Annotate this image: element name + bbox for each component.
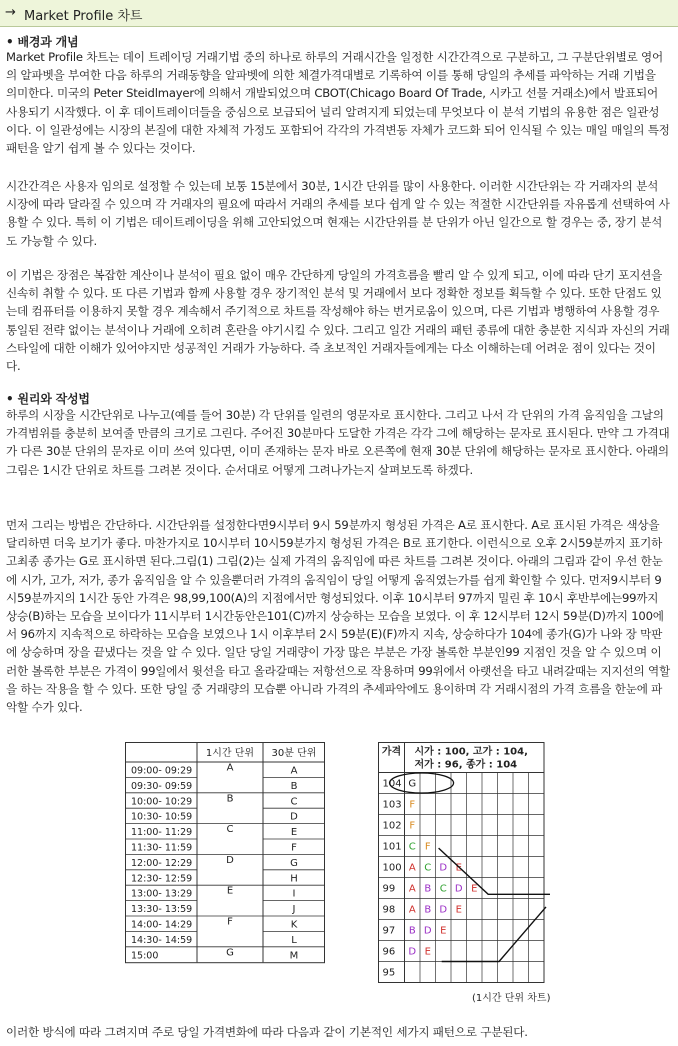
price-label: 99 — [382, 883, 396, 895]
table-cell-half: I — [292, 888, 296, 900]
profile-letter: D — [454, 883, 463, 895]
page-header — [0, 0, 678, 27]
profile-letter: G — [408, 778, 417, 790]
table-cell-half: J — [292, 904, 296, 916]
table-cell-half: D — [290, 811, 298, 823]
table-cell-half: E — [290, 827, 298, 839]
paragraph-principle-1: 하루의 시장을 시간단위로 나누고(예를 들어 30분) 각 단위를 일련의 영문자로 표시한다. 그리고 나서 각 단위의 가격 움직임을 그날의 가격범위를 충분히 보여줄 만큼의 크기로 그린다. 주어진 30분마다 도달한 가격은 각각 그에 해당하는 문자로 표시된다. 만약 그 가격대가 다른 30분 단위의 문자로 이미 쓰여 있다면, 이미 존재하는 문자 바로 오른쪽에 현재 30분 단위에 해당하는 문자로 표시한다. 아래의 그림은 1시간 단위로 차트를 그려본 것이다. 순서대로 어떻게 그려나가는지 살펴보도록 하겠다. — [6, 408, 670, 477]
paragraph-background-2: 시간간격은 사용자 임의로 설정할 수 있는데 보통 15분에서 30분, 1시간 단위를 많이 사용한다. 이러한 시간단위는 각 거래자의 분석 시장에 따라 달라질 수 있으며 각 거래자의 필요에 따라서 거래의 추세를 보다 쉽게 알 수 있는 적절한 시간단위를 자유롭게 선택하여 사용할 수 있다. 특히 이 기법은 데이트레이딩을 위해 고안되었으며 현재는 시간단위를 분 단위가 아닌 일간으로 할 경우는 중, 장기 분석도 가능할 수 있다. — [6, 179, 670, 248]
profile-letter: C — [424, 862, 432, 874]
table-cell-time: 09:00- 09:29 — [131, 765, 193, 777]
profile-letter: F — [424, 841, 431, 853]
table-cell-time: 11:00- 11:29 — [131, 827, 193, 839]
table-cell-time: 15:00 — [131, 950, 159, 962]
price-label: 102 — [382, 820, 402, 832]
paragraph-background-3: 이 기법은 장점은 복잡한 계산이나 분석이 필요 없이 매우 간단하게 당일의 가격흐름을 빨리 알 수 있게 되고, 이에 따라 단기 포지션을 신속히 취할 수 있다. 또 다른 기법과 함께 사용할 경우 장기적인 분석 및 거래에서 보다 정확한 정보를 획득할 수 있다. 또한 단점도 있는데 컴퓨터를 이용하지 못할 경우 계속해서 주기적으로 차트를 작성해야 하는 번거로움이 있으며, 다른 기법과 병행하여 사용할 경우 통일된 전략 없이는 분석이나 거래에 오히려 혼란을 야기시킬 수 있다. 그리고 일간 거래의 패턴 종류에 대한 충분한 지식과 자신의 거래스타일에 대한 이해가 있어야지만 성공적인 거래가 가능하다. 즉 초보적인 거래자들에게는 다소 이해하는데 어려운 점이 있다는 것이다. — [6, 268, 670, 374]
profile-letter: A — [408, 904, 416, 916]
table-cell-half: H — [290, 873, 298, 885]
market-profile-chart — [378, 742, 554, 986]
profile-letter: F — [409, 799, 416, 811]
table-cell-time: 10:00- 10:29 — [131, 796, 193, 808]
section-title-background: • 배경과 개념 — [6, 35, 79, 49]
section-title-principle: • 원리와 작성법 — [6, 392, 90, 406]
price-label: 104 — [382, 778, 402, 790]
table-cell-hour: B — [226, 793, 234, 805]
price-label: 101 — [382, 841, 402, 853]
profile-letter: C — [439, 883, 447, 895]
price-label: 95 — [382, 967, 396, 979]
table-cell-time: 11:30- 11:59 — [131, 842, 193, 854]
profile-letter: E — [455, 904, 462, 916]
price-label: 103 — [382, 799, 402, 811]
table-cell-half: L — [291, 934, 297, 946]
chart-caption: (1시간 단위 차트) — [472, 993, 551, 1004]
profile-letter: E — [471, 883, 478, 895]
profile-letter: F — [409, 820, 416, 832]
paragraph-principle-2: 먼저 그리는 방법은 간단하다. 시간단위를 설정한다면9시부터 9시 59분까지 형성된 가격은 A로 표시한다. A로 표시된 가격은 색상을 달리하면 더욱 보기가 좋다. 마찬가지로 10시부터 10시59분가지 형성된 가격은 B로 표기한다. 이런식으로 오후 2시59분까지 표기하고최종 종가는 G로 표시하면 된다.그림(1) 그림(2)는 실제 가격의 움직임에 따른 차트를 그려본 것이다. 아래의 그림과 같이 우선 한눈에 시가, 고가, 저가, 종가 움직임을 알 수 있을뿐더러 가격의 움직임이 당일 어떻게 움직였는가를 쉽게 확인할 수 있다. 먼저9시부터 9시59분까지의 1시간 동안 가격은 98,99,100(A)의 지점에서만 형성되었다. 이후 10시부터 97까지 밀린 후 10시 후반부에는99까지 상승(B)하는 모습을 보이다가 11시부터 1시간동안은101(C)까지 상승하는 모습을 보였다. 이 후 12시부터 12시 59분(D)까지 100에서 96까지 지속적으로 하락하는 모습을 보였으나 1시 이후부터 2시 59분(E)(F)까지 지속, 상승하다가 104에 종가(G)가 나와 장 막판에 상승하며 장을 끝냈다는 것을 알 수 있다. 일단 당일 거래량이 가장 많은 부분은 가장 볼록한 부분인99 지점인 것을 알 수 있으며 이러한 볼록한 부분은 가격이 99일에서 윗선을 타고 올라갈때는 저항선으로 작용하며 99위에서 아랫선을 타고 내려갈때는 지지선의 역할을 하는 작용을 할 수 있다. 또한 당일 중 거래량의 모습뿐 아니라 가격의 추세파악에도 용이하며 각 거래시점의 가격 흐름을 한눈에 파악할 수가 있다. — [6, 518, 670, 715]
arrow-icon: → — [5, 5, 16, 20]
profile-letter: D — [439, 904, 448, 916]
profile-letter: C — [408, 841, 416, 853]
table-cell-half: G — [290, 857, 298, 869]
profile-letter: B — [424, 883, 432, 895]
table-cell-hour: C — [226, 824, 234, 836]
price-label: 98 — [382, 904, 396, 916]
table-cell-half: A — [290, 765, 298, 777]
profile-letter: A — [408, 862, 416, 874]
table-cell-half: C — [290, 796, 298, 808]
chart-info-line-1: 시가 : 100, 고가 : 104, — [414, 746, 528, 758]
table-cell-half: K — [290, 919, 298, 931]
table-cell-time: 14:30- 14:59 — [131, 934, 193, 946]
price-label: 100 — [382, 862, 402, 874]
chart-price-header: 가격 — [381, 746, 402, 758]
table-cell-time: 10:30- 10:59 — [131, 811, 193, 823]
price-label: 96 — [382, 946, 396, 958]
table-cell-hour: G — [226, 947, 234, 959]
table-cell-hour: E — [226, 885, 234, 897]
profile-letter: D — [423, 925, 432, 937]
table-cell-hour: A — [226, 762, 234, 774]
profile-letter: D — [439, 862, 448, 874]
chart-info-line-2: 저가 : 96, 종가 : 104 — [414, 759, 518, 771]
table-cell-time: 09:30- 09:59 — [131, 780, 193, 792]
closing-paragraph: 이러한 방식에 따라 그려지며 주로 당일 가격변화에 따라 다음과 같이 기본적인 세가지 패턴으로 구분된다. — [6, 1025, 528, 1039]
table-header-half: 30분 단위 — [271, 748, 317, 759]
profile-letter: E — [440, 925, 447, 937]
table-header-hour: 1시간 단위 — [205, 748, 255, 759]
profile-letter: A — [408, 883, 416, 895]
table-cell-hour: F — [227, 916, 233, 928]
table-cell-time: 13:00- 13:29 — [131, 888, 193, 900]
table-cell-half: B — [290, 780, 298, 792]
table-cell-time: 13:30- 13:59 — [131, 904, 193, 916]
table-cell-half: M — [289, 950, 299, 962]
price-label: 97 — [382, 925, 396, 937]
profile-letter: B — [424, 904, 432, 916]
paragraph-background-1: Market Profile 차트는 데이 트레이딩 거래기법 중의 하나로 하루의 거래시간을 일정한 시간간격으로 구분하고, 그 구분단위별로 영어의 알파벳을 부여한 다음 하루의 거래동향을 알파벳에 의한 체결가격대별로 기록하여 이를 통해 당일의 추세를 파악하는 거래 기법을 의미한다. 미국의 Peter Steidlmayer에 의해서 개발되었으며 CBOT(Chicago Board Of Trade, 시카고 선물 거래소)에서 발표되어 사용되기 시작했다. 이 후 데이트레이더들을 중심으로 보급되어 널리 알려지게 되었는데 무엇보다 이 분석 기법의 유용한 점은 일관성이다. 이 일관성에는 시장의 본질에 대한 자체적 가정도 포함되어 각각의 가격변동 자체가 코드화 되어 인식될 수 있는 매일 매일의 특정 패턴을 알기 쉽게 볼 수 있다는 것이다. — [6, 50, 670, 156]
profile-letter: D — [408, 946, 417, 958]
time-unit-table — [125, 742, 325, 984]
table-cell-time: 12:00- 12:29 — [131, 857, 193, 869]
table-cell-time: 12:30- 12:59 — [131, 873, 193, 885]
table-cell-time: 14:00- 14:29 — [131, 919, 193, 931]
profile-letter: B — [408, 925, 416, 937]
page-title: Market Profile 차트 — [24, 9, 143, 24]
table-cell-half: F — [291, 842, 297, 854]
profile-letter: E — [424, 946, 431, 958]
table-cell-hour: D — [226, 854, 234, 866]
profile-letter: E — [455, 862, 462, 874]
